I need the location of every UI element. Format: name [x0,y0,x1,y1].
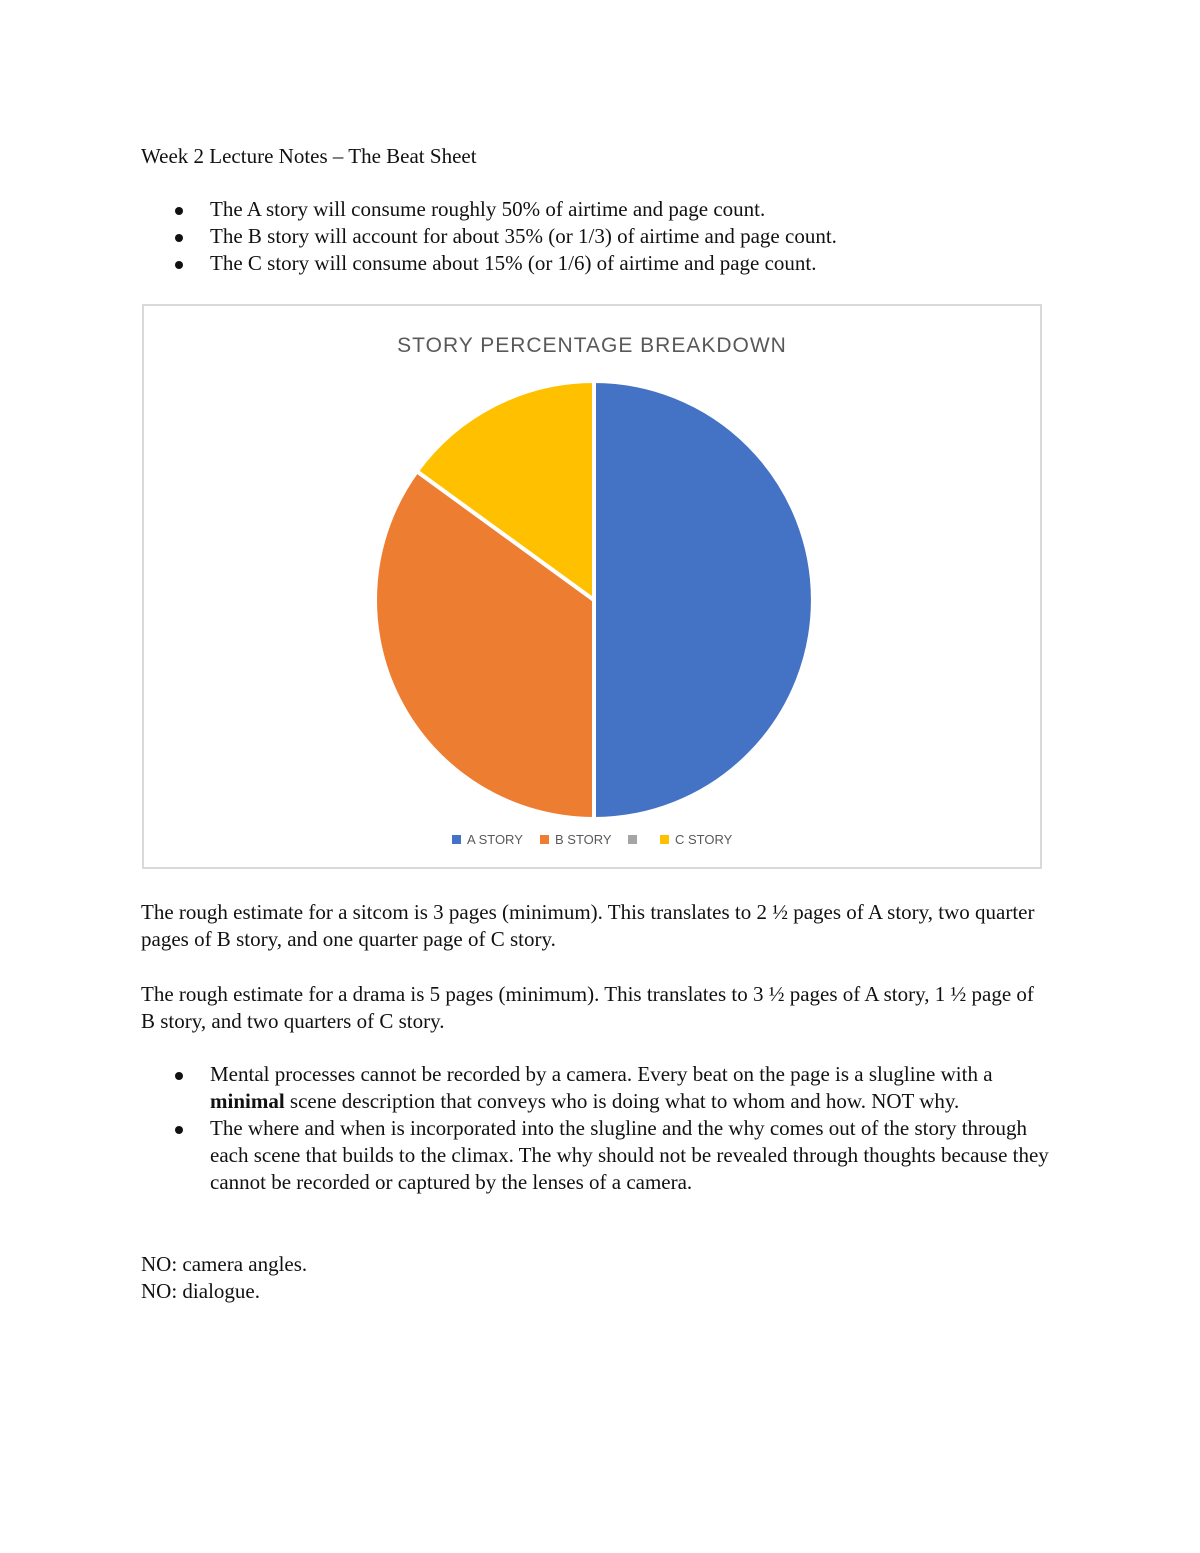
pie-slice-a-story [594,381,813,819]
bullet-icon [175,1072,183,1080]
bullet-text: The C story will consume about 15% (or 1/6) of airtime and page count. [210,251,817,275]
bullet-icon [175,1126,183,1134]
list-item [141,1061,1051,1115]
legend-label: C STORY [675,832,733,847]
no-camera-angles-line: NO: camera angles. [141,1252,308,1276]
list-item [141,223,941,250]
no-dialogue-line: NO: dialogue. [141,1279,260,1303]
legend-swatch [628,835,637,844]
list-item [141,196,941,223]
chart-title: STORY PERCENTAGE BREAKDOWN [397,334,787,357]
bottom-bullet-list [141,1061,1051,1196]
list-item [141,1115,1051,1196]
legend-swatch [660,835,669,844]
bullet-text-bold: minimal [210,1089,285,1113]
legend-swatch [540,835,549,844]
bullet-text: The A story will consume roughly 50% of airtime and page count. [210,197,766,221]
bullet-icon [175,234,183,242]
list-item [141,250,941,277]
drama-estimate-paragraph: The rough estimate for a drama is 5 pages (minimum). This translates to 3 ½ pages of A story, 1 ½ page of B story, and two quarters of C story. [141,982,1034,1033]
legend-label: B STORY [555,832,612,847]
bullet-text-before: Mental processes cannot be recorded by a camera. Every beat on the page is a slugline with a [210,1062,993,1086]
pie-chart-canvas [144,306,1040,867]
top-bullet-list [141,196,941,277]
bullet-icon [175,261,183,269]
pie-slices [375,381,813,819]
pie-chart [142,304,1042,869]
bullet-text-before: The where and when is incorporated into the slugline and the why comes out of the story through each scene that builds to the climax. The why should not be revealed through thoughts because they cannot be recorded or captured by the lenses of a camera. [210,1116,1049,1194]
bullet-text-after: scene description that conveys who is doing what to whom and how. NOT why. [284,1089,960,1113]
chart-legend [452,832,733,847]
page-title: Week 2 Lecture Notes – The Beat Sheet [141,144,477,168]
bullet-text: The B story will account for about 35% (or 1/3) of airtime and page count. [210,224,837,248]
bullet-icon [175,207,183,215]
legend-label: A STORY [467,832,523,847]
sitcom-estimate-paragraph: The rough estimate for a sitcom is 3 pages (minimum). This translates to 2 ½ pages of A story, two quarter pages of B story, and one quarter page of C story. [141,900,1035,951]
legend-swatch [452,835,461,844]
